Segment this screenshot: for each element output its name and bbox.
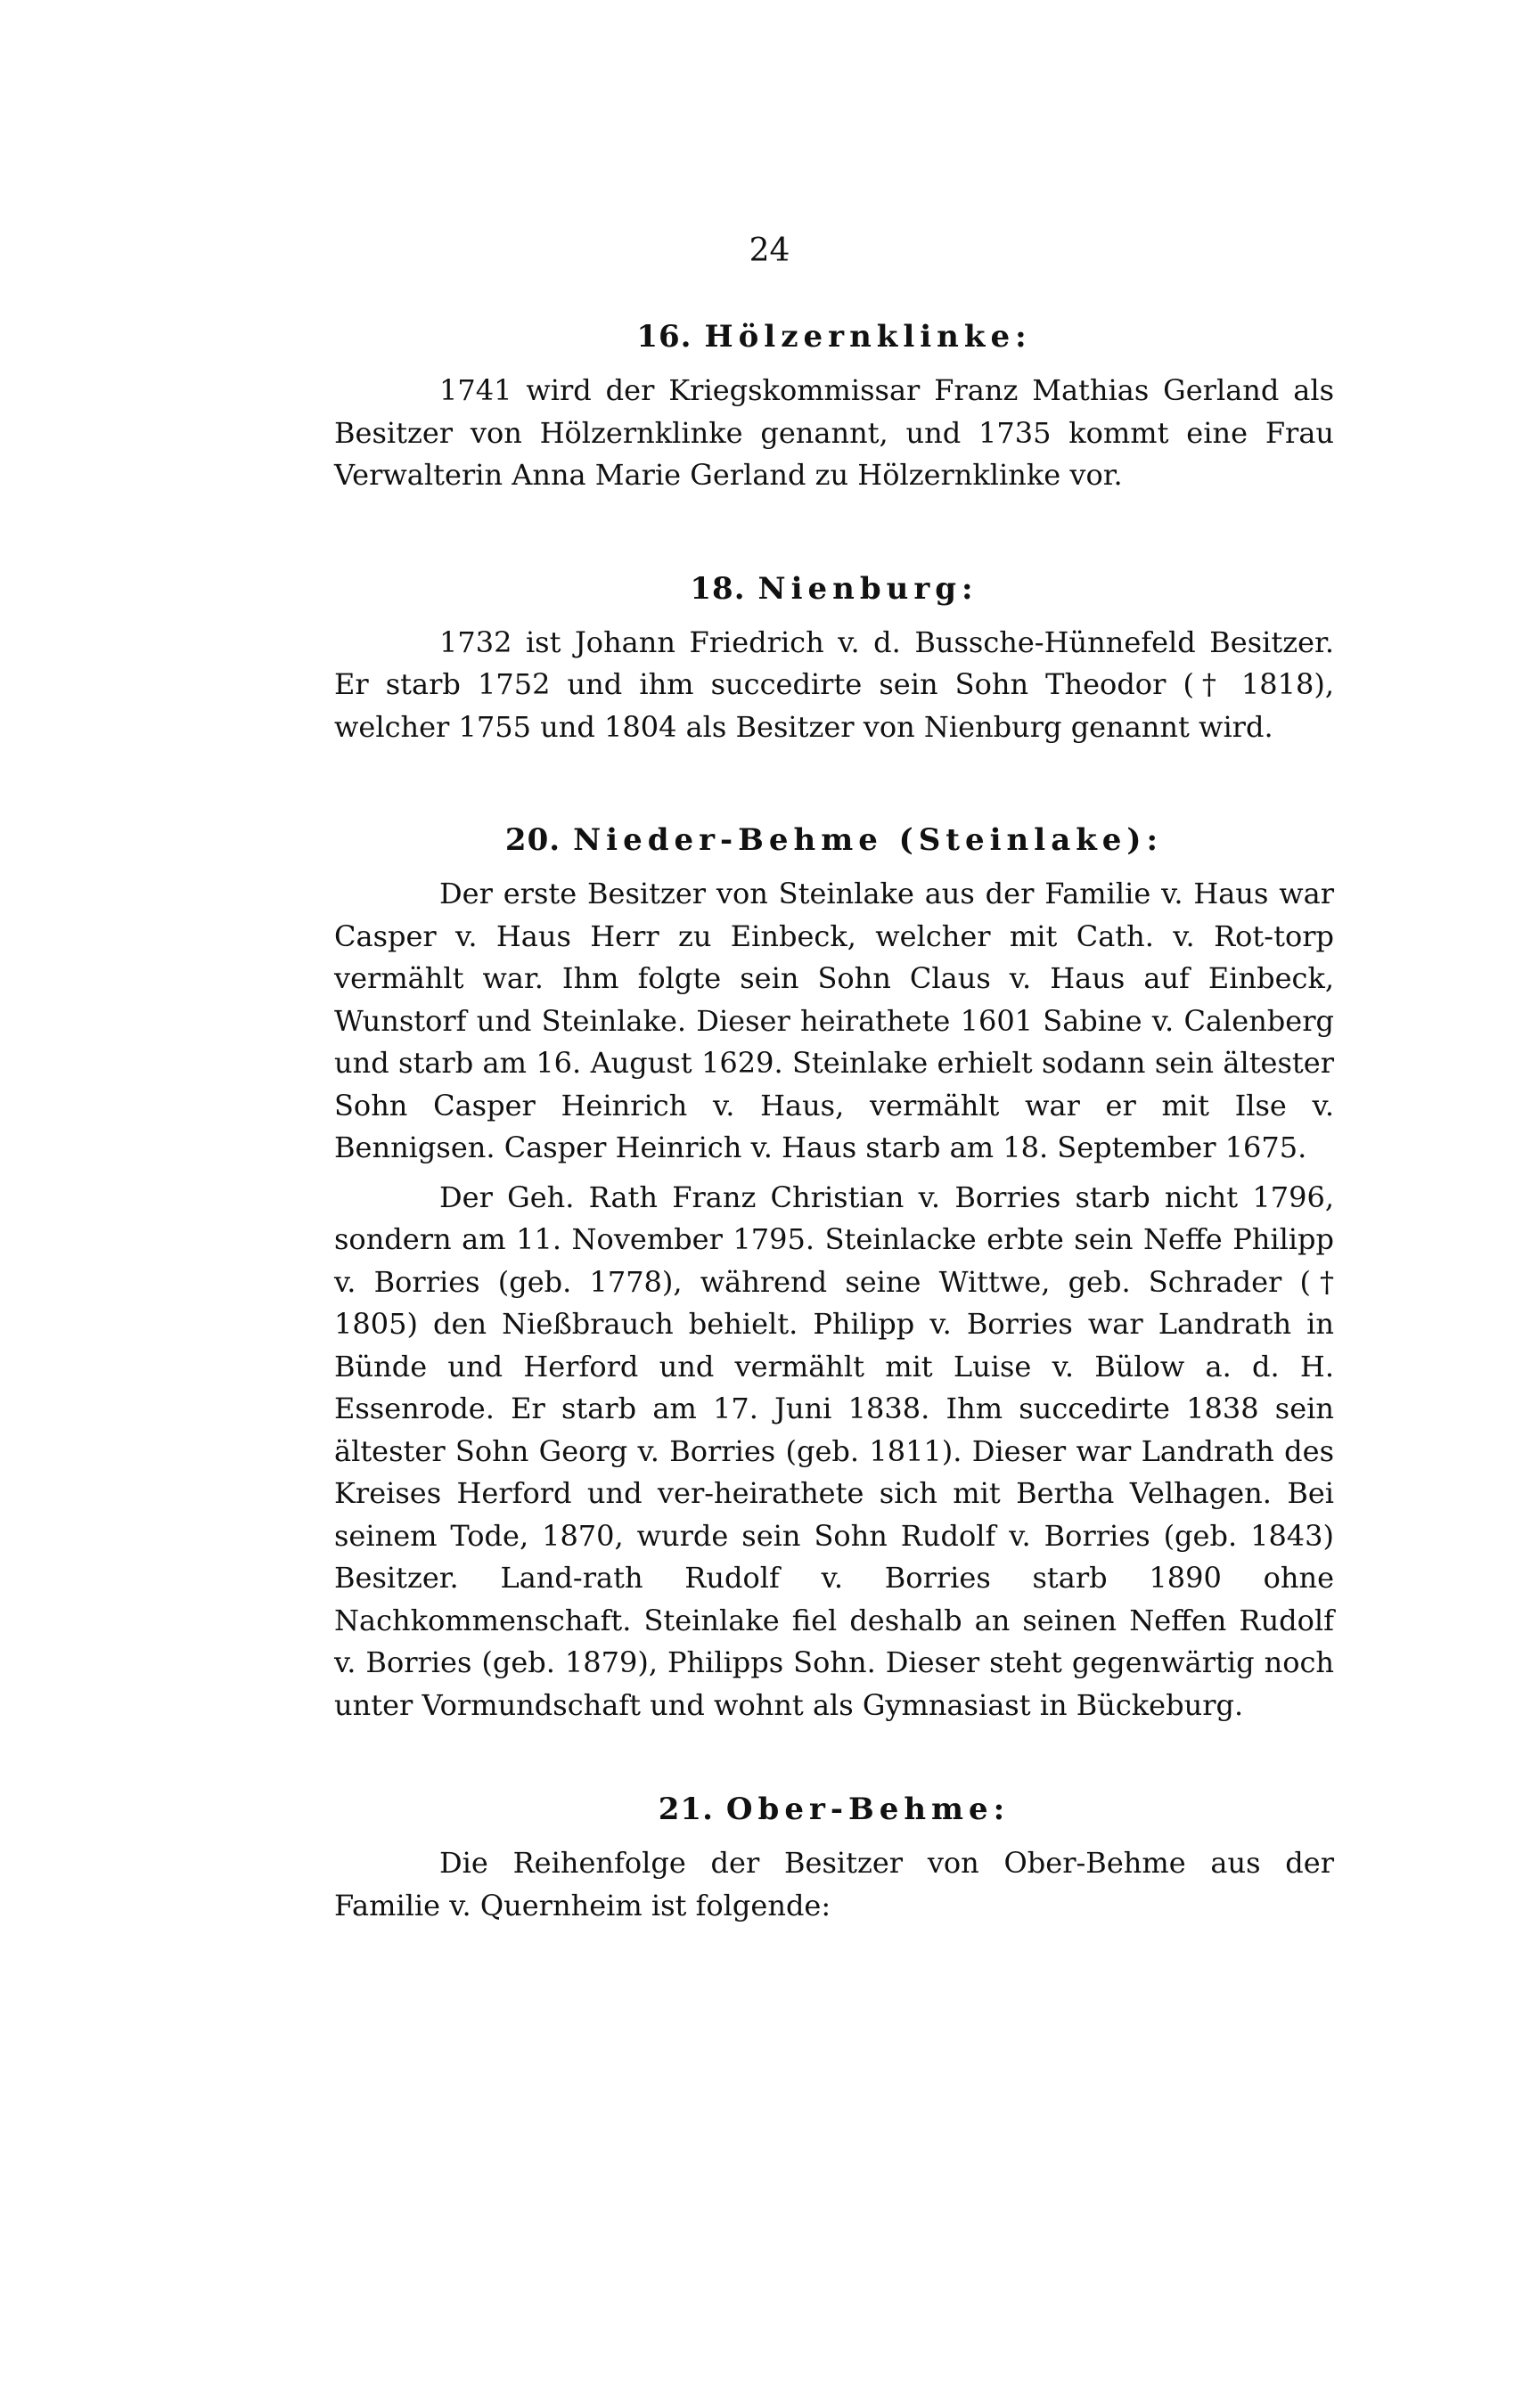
page-number: 24 bbox=[749, 233, 790, 269]
section-heading bbox=[334, 1789, 1334, 1830]
paragraph: Der Geh. Rath Franz Christian v. Borries starb nicht 1796, sondern am 11. November 1795. Steinlacke erbte sein Neffe Philipp v. Borries (geb. 1778), während seine Wittwe, geb. Schrader († 1805) den Nießbrauch behielt. Philipp v. Borries war Landrath in Bünde und Herford und vermählt mit Luise v. Bülow a. d. H. Essenrode. Er starb am 17. Juni 1838. Ihm succedirte 1838 sein ältester Sohn Georg v. Borries (geb. 1811). Dieser war Landrath des Kreises Herford und ver-heirathete sich mit Bertha Velhagen. Bei seinem Tode, 1870, wurde sein Sohn Rudolf v. Borries (geb. 1843) Besitzer. Land-rath Rudolf v. Borries starb 1890 ohne Nachkommenschaft. Steinlake fiel deshalb an seinen Neffen Rudolf v. Borries (geb. 1879), Philipps Sohn. Dieser steht gegenwärtig noch unter Vormundschaft und wohnt als Gymnasiast in Bückeburg. bbox=[334, 1180, 1334, 1722]
section-number: 21. bbox=[658, 1792, 714, 1827]
section-title: Nienburg: bbox=[757, 570, 978, 607]
section-hoelzernklinke bbox=[334, 316, 1334, 497]
section-title: Hölzernklinke: bbox=[704, 319, 1032, 355]
paragraph: 1732 ist Johann Friedrich v. d. Bussche-Hünnefeld Besitzer. Er starb 1752 und ihm succedirte sein Sohn Theodor († 1818), welcher 1755 und 1804 als Besitzer von Nienburg genannt wird. bbox=[334, 624, 1334, 744]
paragraph: 1741 wird der Kriegskommissar Franz Mathias Gerland als Besitzer von Hölzernklinke genannt, und 1735 kommt eine Frau Verwalterin Anna Marie Gerland zu Hölzernklinke vor. bbox=[334, 373, 1334, 492]
section-heading bbox=[334, 820, 1334, 861]
section-number: 20. bbox=[504, 822, 561, 858]
section-heading bbox=[334, 568, 1334, 609]
paragraph: Der erste Besitzer von Steinlake aus der Familie v. Haus war Casper v. Haus Herr zu Einbeck, welcher mit Cath. v. Rot-torp vermählt war. Ihm folgte sein Sohn Claus v. Haus auf Einbeck, Wunstorf und Steinlake. Dieser heirathete 1601 Sabine v. Calenberg und starb am 16. August 1629. Steinlake erhielt sodann sein ältester Sohn Casper Heinrich v. Haus, vermählt war er mit Ilse v. Bennigsen. Casper Heinrich v. Haus starb am 18. September 1675. bbox=[334, 877, 1334, 1164]
paragraph: Die Reihenfolge der Besitzer von Ober-Behme aus der Familie v. Quernheim ist folgende: bbox=[334, 1846, 1334, 1922]
section-nienburg bbox=[334, 568, 1334, 749]
section-ober-behme bbox=[334, 1789, 1334, 1927]
section-number: 18. bbox=[690, 570, 746, 607]
section-number: 16. bbox=[636, 319, 692, 355]
section-title: Nieder-Behme (Steinlake): bbox=[573, 822, 1164, 858]
section-title: Ober-Behme: bbox=[725, 1792, 1011, 1827]
section-heading bbox=[334, 316, 1334, 357]
text-column bbox=[334, 316, 1334, 1927]
section-nieder-behme bbox=[334, 820, 1334, 1726]
